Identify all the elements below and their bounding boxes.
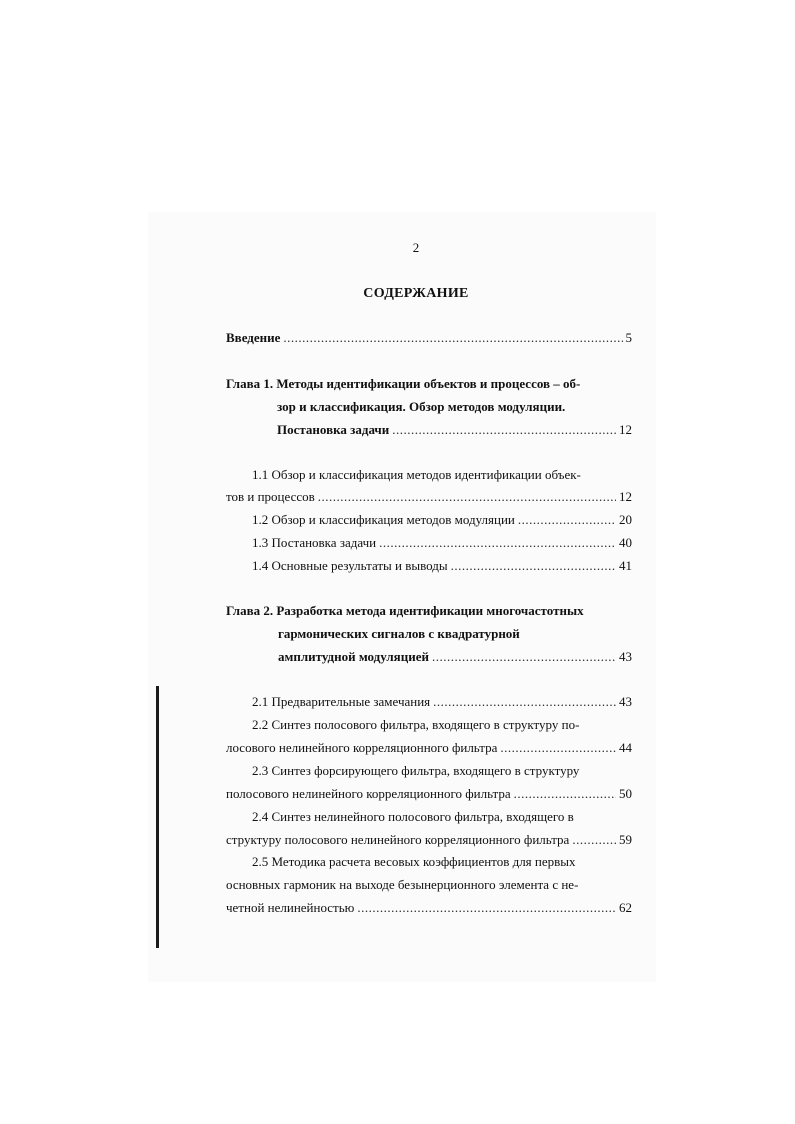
toc-entry-intro[interactable] xyxy=(226,328,632,348)
toc-section-2-1[interactable] xyxy=(252,692,632,712)
toc-entry-label: 2.1 Предварительные замечания xyxy=(252,694,431,709)
dot-leader xyxy=(514,784,616,804)
toc-entry-label: Постановка задачи xyxy=(277,422,390,437)
dot-leader xyxy=(432,647,616,667)
dot-leader xyxy=(451,556,616,576)
toc-entry-page: 40 xyxy=(619,535,632,550)
toc-entry-page: 41 xyxy=(619,558,632,573)
scan-edge-mark xyxy=(156,686,159,948)
toc-chapter-1-line-1[interactable]: Глава 1. Методы идентификации объектов и процессов – об- xyxy=(226,376,581,391)
toc-entry-page: 43 xyxy=(619,694,632,709)
toc-entry-page: 50 xyxy=(619,786,632,801)
toc-section-2-3-line-2[interactable] xyxy=(226,784,632,804)
dot-leader xyxy=(379,533,616,553)
dot-leader xyxy=(357,898,616,918)
dot-leader xyxy=(392,420,616,440)
toc-entry-label: амплитудной модуляцией xyxy=(278,649,429,664)
toc-entry-page: 12 xyxy=(619,422,632,437)
toc-entry-page: 20 xyxy=(619,512,632,527)
toc-section-2-3-line-1[interactable]: 2.3 Синтез форсирующего фильтра, входящего в структуру xyxy=(252,763,580,778)
toc-section-1-2[interactable] xyxy=(252,510,632,530)
toc-entry-label: 1.3 Постановка задачи xyxy=(252,535,377,550)
dot-leader xyxy=(318,487,616,507)
toc-chapter-2-line-1[interactable]: Глава 2. Разработка метода идентификации многочастотных xyxy=(226,603,584,618)
toc-chapter-2-line-3[interactable] xyxy=(278,647,632,667)
toc-section-2-5-line-1[interactable]: 2.5 Методика расчета весовых коэффициентов для первых xyxy=(252,854,576,869)
toc-entry-label: Введение xyxy=(226,330,281,345)
toc-entry-label: 1.2 Обзор и классификация методов модуляции xyxy=(252,512,515,527)
toc-section-1-1-line-1[interactable]: 1.1 Обзор и классификация методов идентификации объек- xyxy=(252,467,581,482)
toc-entry-page: 59 xyxy=(619,832,632,847)
toc-entry-page: 62 xyxy=(619,900,632,915)
toc-entry-label: полосового нелинейного корреляционного фильтра xyxy=(226,786,511,801)
toc-section-1-4[interactable] xyxy=(252,556,632,576)
toc-section-2-4-line-1[interactable]: 2.4 Синтез нелинейного полосового фильтра, входящего в xyxy=(252,809,574,824)
toc-entry-label: тов и процессов xyxy=(226,489,315,504)
dot-leader xyxy=(518,510,616,530)
page-number: 2 xyxy=(412,240,420,255)
toc-entry-label: лосового нелинейного корреляционного фильтра xyxy=(226,740,498,755)
page-title: СОДЕРЖАНИЕ xyxy=(363,286,469,301)
dot-leader xyxy=(572,830,616,850)
toc-entry-page: 5 xyxy=(625,330,632,345)
toc-entry-page: 43 xyxy=(619,649,632,664)
toc-chapter-2-line-2[interactable]: гармонических сигналов с квадратурной xyxy=(278,626,520,641)
toc-chapter-1-line-2[interactable]: зор и классификация. Обзор методов модуляции. xyxy=(277,399,566,414)
toc-section-2-4-line-2[interactable] xyxy=(226,830,632,850)
toc-section-2-2-line-1[interactable]: 2.2 Синтез полосового фильтра, входящего в структуру по- xyxy=(252,717,580,732)
toc-section-1-3[interactable] xyxy=(252,533,632,553)
dot-leader xyxy=(433,692,616,712)
toc-entry-label: 1.4 Основные результаты и выводы xyxy=(252,558,448,573)
toc-chapter-1-line-3[interactable] xyxy=(277,420,632,440)
toc-entry-label: четной нелинейностью xyxy=(226,900,355,915)
toc-entry-label: структуру полосового нелинейного корреляционного фильтра xyxy=(226,832,570,847)
toc-section-2-5-line-2[interactable]: основных гармоник на выходе безынерционного элемента с не- xyxy=(226,877,579,892)
toc-entry-page: 44 xyxy=(619,740,632,755)
toc-section-1-1-line-2[interactable] xyxy=(226,487,632,507)
dot-leader xyxy=(283,328,622,348)
toc-section-2-2-line-2[interactable] xyxy=(226,738,632,758)
toc-section-2-5-line-3[interactable] xyxy=(226,898,632,918)
dot-leader xyxy=(500,738,616,758)
toc-entry-page: 12 xyxy=(619,489,632,504)
